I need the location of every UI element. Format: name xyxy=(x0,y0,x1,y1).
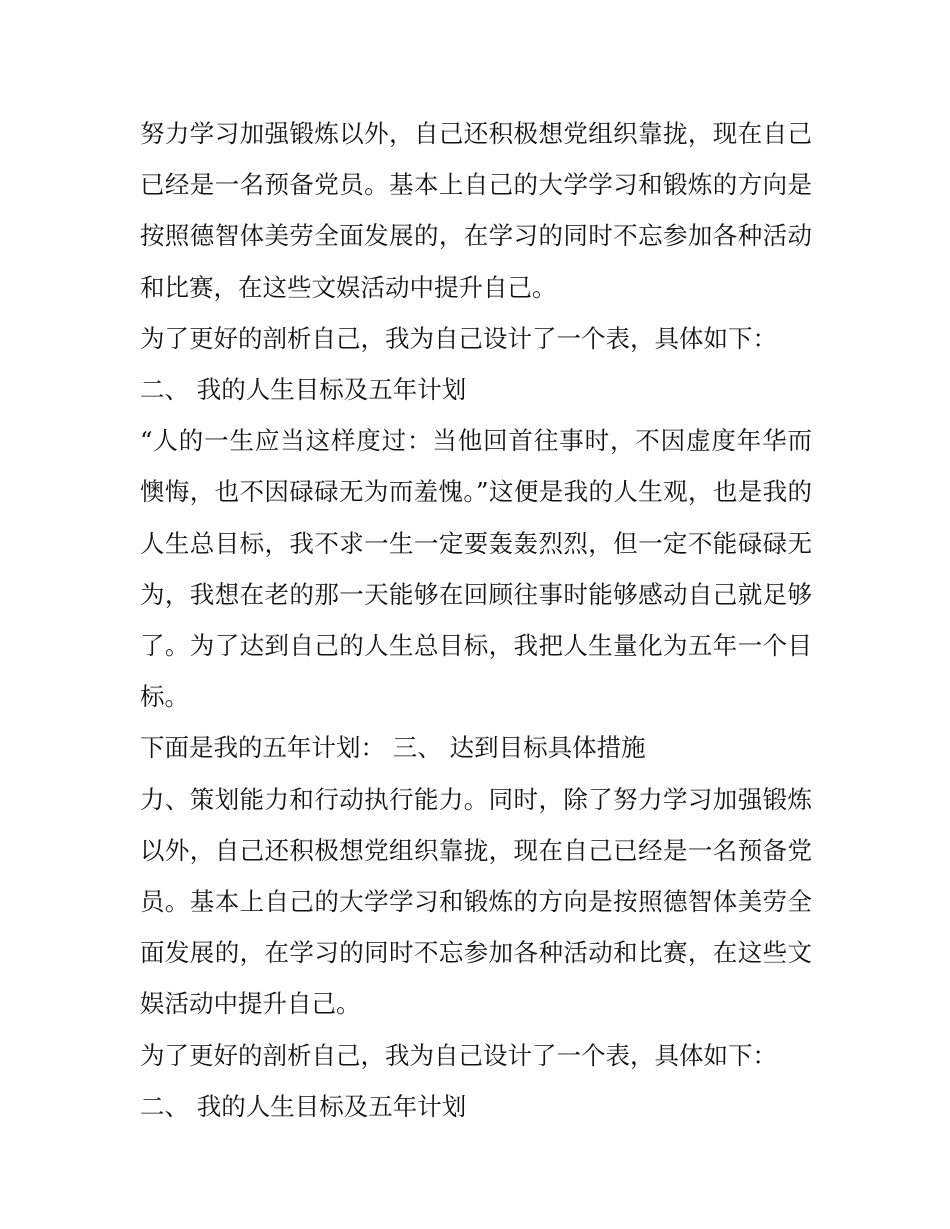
document-body xyxy=(140,108,812,1132)
paragraph-table-intro-repeat: 为了更好的剖析自己，我为自己设计了一个表，具体如下： xyxy=(140,1040,777,1070)
paragraph-table-intro: 为了更好的剖析自己，我为自己设计了一个表，具体如下： xyxy=(140,323,777,353)
paragraph-abilities: 力、策划能力和行动执行能力。同时，除了努力学习加强锻炼以外，自己还积极想党组织靠拢，现在自己已经是一名预备党员。基本上自己的大学学习和锻炼的方向是按照德智体美劳全面发展的，在学习的同时不忘参加各种活动和比赛，在这些文娱活动中提升自己。 xyxy=(140,784,812,1019)
paragraph-self-assessment: 努力学习加强锻炼以外，自己还积极想党组织靠拢，现在自己已经是一名预备党员。基本上自己的大学学习和锻炼的方向是按照德智体美劳全面发展的，在学习的同时不忘参加各种活动和比赛，在这些文娱活动中提升自己。 xyxy=(140,119,812,302)
paragraph-life-philosophy: “人的一生应当这样度过：当他回首往事时，不因虚度年华而懊悔，也不因碌碌无为而羞愧。”这便是我的人生观，也是我的人生总目标，我不求一生一定要轰轰烈烈，但一定不能碌碌无为，我想在老的那一天能够在回顾往事时能够感动自己就足够了。为了达到自己的人生总目标，我把人生量化为五年一个目标。 xyxy=(140,426,812,712)
section-heading-life-goals: 二、 我的人生目标及五年计划 xyxy=(140,375,467,405)
section-heading-life-goals-repeat: 二、 我的人生目标及五年计划 xyxy=(140,1091,467,1121)
paragraph-five-year-plan: 下面是我的五年计划： 三、 达到目标具体措施 xyxy=(140,733,646,763)
